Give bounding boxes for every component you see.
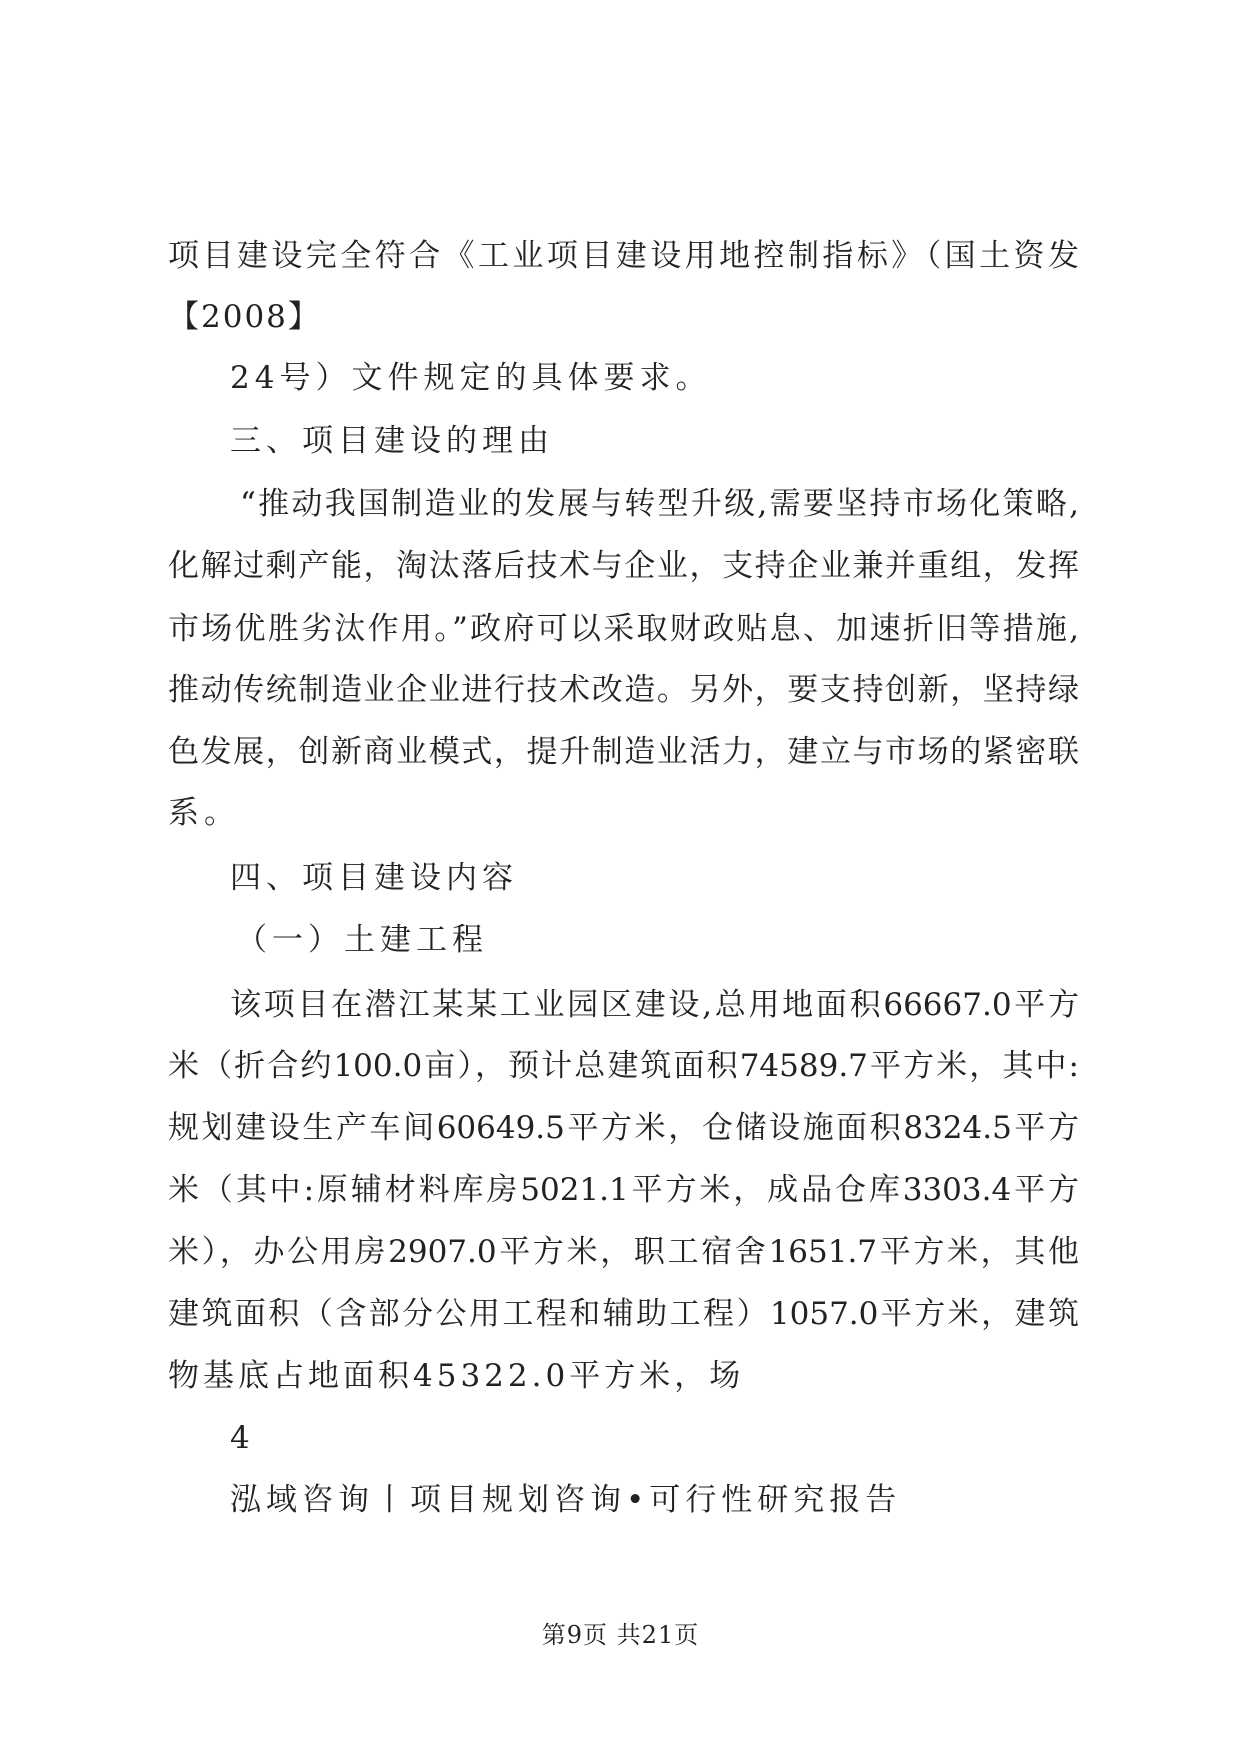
page-marker: 4 [230,1420,255,1456]
body-line-10: 该项目在潜江某某工业园区建设,总用地面积66667.0平方 [230,987,1079,1023]
body-line-6: 市场优胜劣汰作用。”政府可以采取财政贴息、加速折旧等措施, [168,611,1079,647]
body-line-16: 物基底占地面积45322.0平方米，场 [168,1358,745,1394]
body-line-4: “推动我国制造业的发展与转型升级,需要坚持市场化策略, [240,486,1079,522]
body-line-7: 推动传统制造业企业进行技术改造。另外，要支持创新，坚持绿 [168,672,1079,708]
body-line-5: 化解过剩产能，淘汰落后技术与企业，支持企业兼并重组，发挥 [168,548,1079,584]
body-line-9: 系。 [168,795,240,831]
section-heading-4: 四、项目建设内容 [230,860,518,896]
body-line-13: 米（其中:原辅材料库房5021.1平方米，成品仓库3303.4平方 [168,1172,1079,1208]
body-line-8: 色发展，创新商业模式，提升制造业活力，建立与市场的紧密联 [168,734,1079,770]
body-line-3: 24号）文件规定的具体要求。 [230,360,712,396]
body-line-15: 建筑面积（含部分公用工程和辅助工程）1057.0平方米，建筑 [168,1296,1079,1332]
subsection-heading-1: （一）土建工程 [236,922,488,958]
page-footer: 第9页 共21页 [541,1621,700,1649]
source-line: 泓域咨询丨项目规划咨询•可行性研究报告 [230,1482,902,1518]
body-line-1: 项目建设完全符合《工业项目建设用地控制指标》（国土资发 [168,238,1079,274]
body-line-11: 米（折合约100.0亩），预计总建筑面积74589.7平方米，其中: [168,1048,1079,1084]
body-line-12: 规划建设生产车间60649.5平方米，仓储设施面积8324.5平方 [168,1110,1079,1146]
body-line-2: 【2008】 [168,299,321,335]
body-line-14: 米），办公用房2907.0平方米，职工宿舍1651.7平方米，其他 [168,1234,1079,1270]
section-heading-3: 三、项目建设的理由 [230,423,554,459]
